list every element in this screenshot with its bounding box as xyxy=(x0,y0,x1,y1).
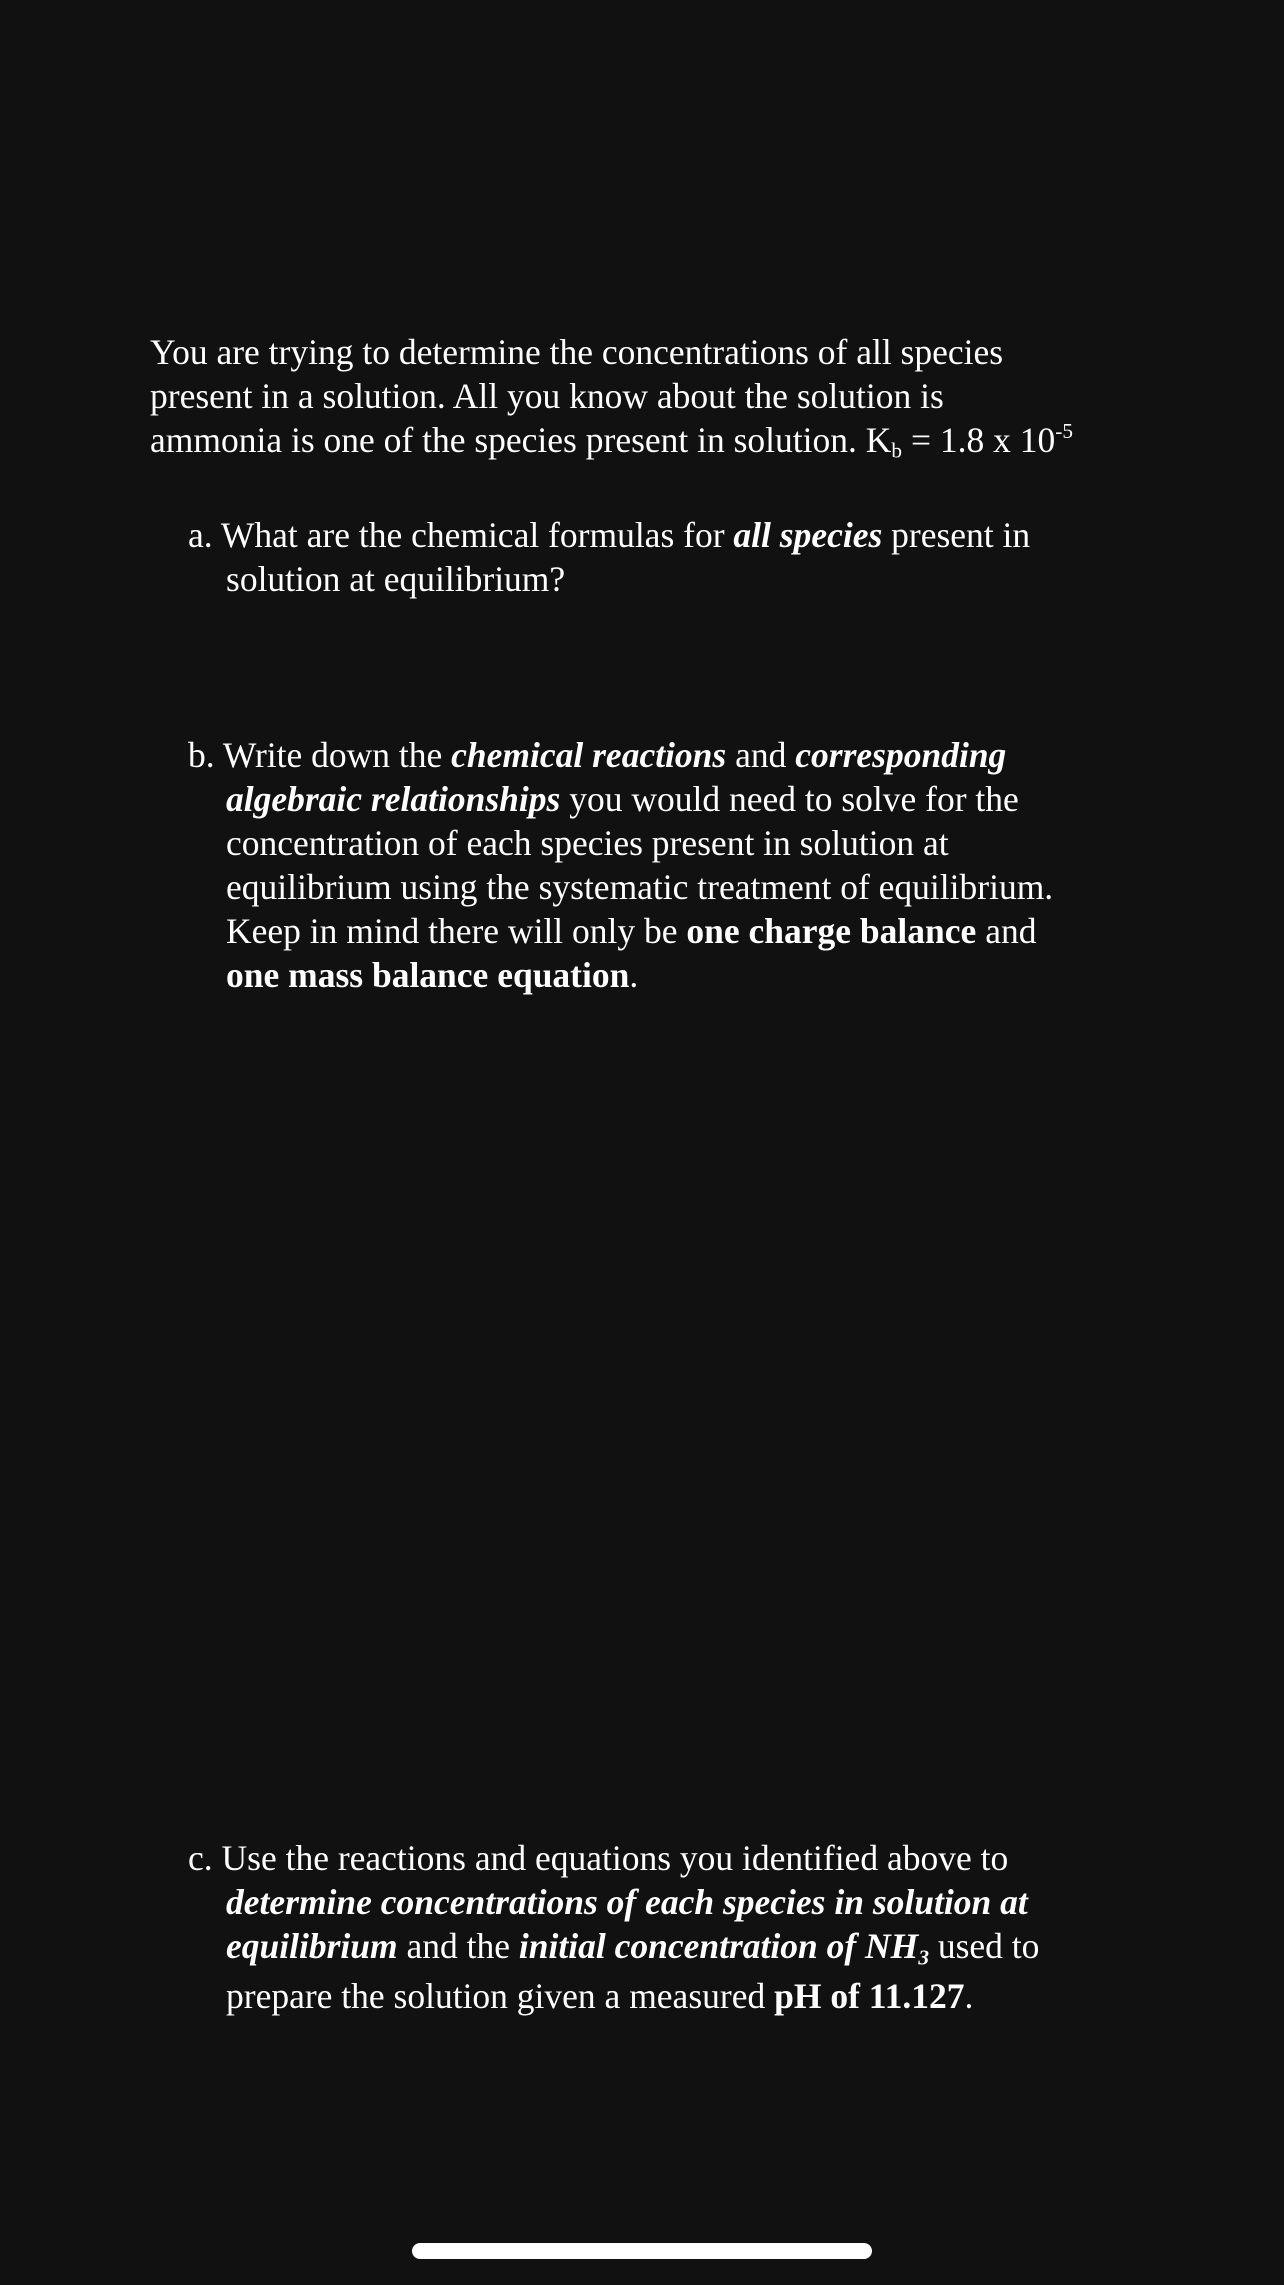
question-b-text: b. Write down the xyxy=(188,735,452,775)
intro-line-2: present in a solution. All you know about the solution is xyxy=(150,376,944,416)
intro-line-3-text: ammonia is one of the species present in solution. K xyxy=(150,420,892,460)
question-c-line-4-text: prepare the solution given a measured xyxy=(226,1976,775,2016)
question-b-line-5-text: Keep in mind there will only be xyxy=(226,911,687,951)
question-a-text: a. What are the chemical formulas for xyxy=(188,515,734,555)
nh3-subscript: 3 xyxy=(918,1945,929,1970)
home-indicator[interactable] xyxy=(412,2243,872,2259)
intro-line-3 xyxy=(150,418,1190,462)
question-a-line-1 xyxy=(188,513,1188,557)
mass-balance-emphasis: one mass balance equation xyxy=(226,955,630,995)
question-c-line-1: c. Use the reactions and equations you identified above to xyxy=(188,1838,1009,1878)
question-b xyxy=(188,733,1188,997)
question-b-line-2 xyxy=(188,777,1188,821)
question-b-line-1 xyxy=(188,733,1188,777)
question-a xyxy=(188,513,1188,601)
question-b-emphasis-corresponding: corresponding xyxy=(795,735,1007,775)
question-c xyxy=(188,1836,1188,2018)
question-b-emphasis-reactions: chemical reactions xyxy=(451,735,727,775)
question-b-line-6 xyxy=(188,953,1188,997)
question-c-line-4 xyxy=(188,1974,1188,2018)
question-c-emphasis-initial-concentration: initial concentration of NH xyxy=(518,1926,919,1966)
question-c-line-3-suffix: used to xyxy=(928,1926,1040,1966)
question-c-line-3-and: and the xyxy=(397,1926,519,1966)
question-b-line-3: concentration of each species present in solution at xyxy=(226,823,949,863)
question-c-line-4-suffix: . xyxy=(964,1976,974,2016)
problem-intro xyxy=(150,330,1190,462)
kb-exponent: -5 xyxy=(1055,419,1073,444)
question-b-line-2-text: you would need to solve for the xyxy=(560,779,1019,819)
question-b-line-6-suffix: . xyxy=(629,955,639,995)
question-c-emphasis-concentrations: determine concentrations of each species in solution at xyxy=(226,1882,1028,1922)
charge-balance-emphasis: one charge balance xyxy=(686,911,977,951)
question-c-emphasis-equilibrium: equilibrium xyxy=(226,1926,398,1966)
question-b-line-4: equilibrium using the systematic treatment of equilibrium. xyxy=(226,867,1054,907)
question-a-emphasis: all species xyxy=(733,515,883,555)
question-b-emphasis-relationships: algebraic relationships xyxy=(226,779,561,819)
question-c-line-3 xyxy=(188,1924,1188,1968)
question-c-line-2 xyxy=(188,1880,1188,1924)
question-b-text-and: and xyxy=(726,735,796,775)
ph-value-emphasis: pH of 11.127 xyxy=(774,1976,965,2016)
intro-line-1: You are trying to determine the concentrations of all species xyxy=(150,332,1004,372)
kb-subscript: b xyxy=(891,438,903,463)
kb-value: = 1.8 x 10 xyxy=(902,420,1056,460)
question-a-text-suffix: present in xyxy=(882,515,1031,555)
question-a-line-2: solution at equilibrium? xyxy=(226,559,566,599)
question-b-line-5 xyxy=(188,909,1188,953)
question-b-line-5-suffix: and xyxy=(976,911,1037,951)
